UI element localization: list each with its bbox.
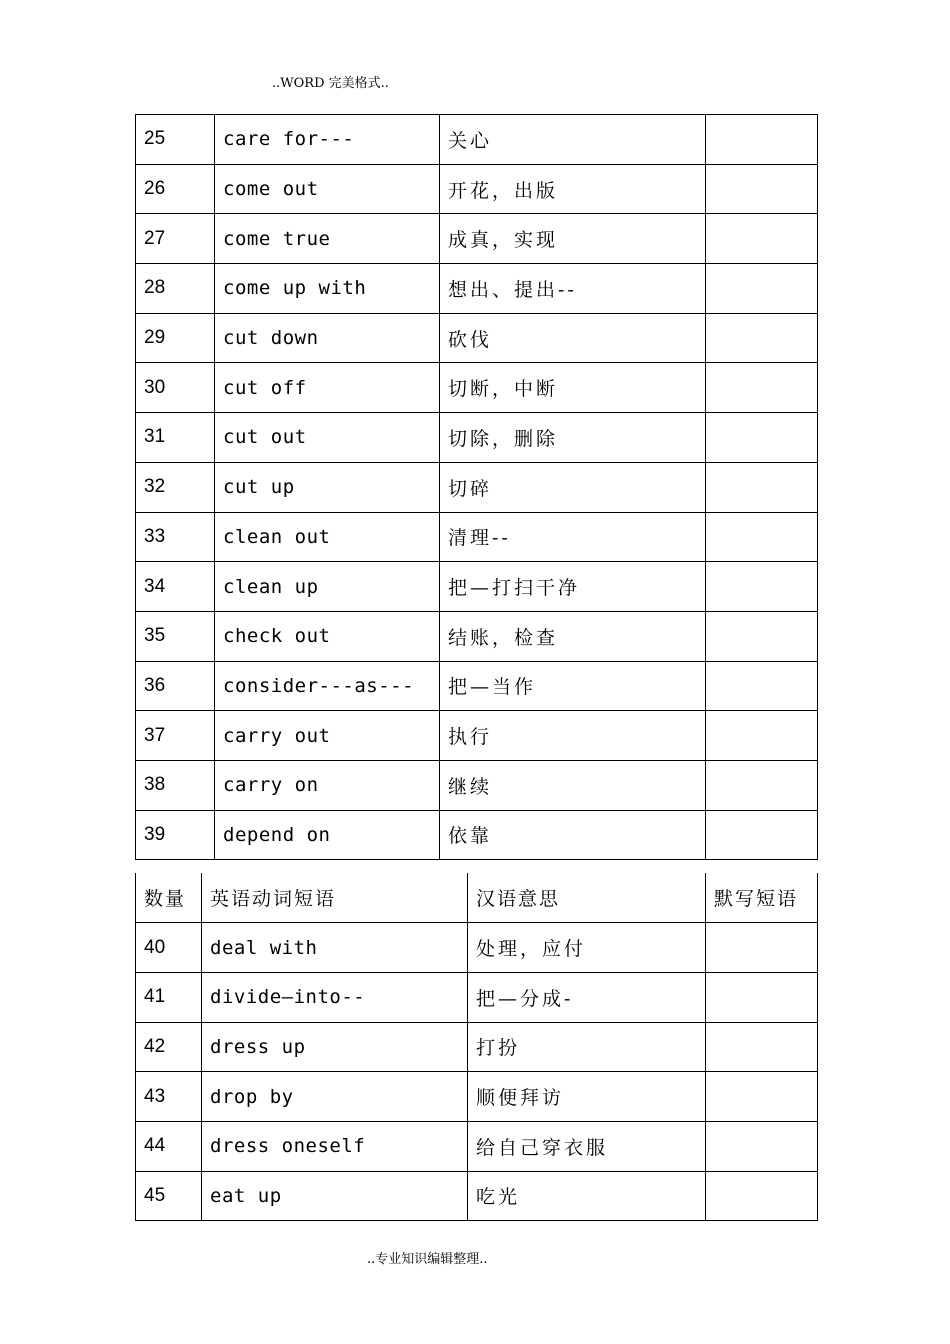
dictation-cell [706,760,818,810]
row-number: 30 [136,363,215,413]
dictation-cell [706,1121,818,1171]
chinese-meaning: 切除，删除 [440,413,706,463]
column-header-dictation: 默写短语 [706,873,818,923]
english-phrase: deal with [202,923,468,973]
phrase-table-top [135,114,818,860]
english-phrase: come out [215,164,440,214]
chinese-meaning: 继续 [440,760,706,810]
dictation-cell [706,264,818,314]
row-number: 28 [136,264,215,314]
table-row [136,214,818,264]
row-number: 38 [136,760,215,810]
english-phrase: depend on [215,810,440,860]
chinese-meaning: 把—当作 [440,661,706,711]
row-number: 31 [136,413,215,463]
table-row [136,972,818,1022]
dictation-cell [706,115,818,165]
table-row [136,462,818,512]
chinese-meaning: 开花，出版 [440,164,706,214]
english-phrase: clean up [215,562,440,612]
dictation-cell [706,413,818,463]
dictation-cell [706,611,818,661]
row-number: 33 [136,512,215,562]
table-row [136,1121,818,1171]
table-row [136,363,818,413]
dictation-cell [706,562,818,612]
english-phrase: drop by [202,1072,468,1122]
english-phrase: come up with [215,264,440,314]
table-row [136,711,818,761]
row-number: 26 [136,164,215,214]
table-row [136,115,818,165]
chinese-meaning: 吃光 [468,1171,706,1221]
table-row [136,313,818,363]
row-number: 41 [136,972,202,1022]
english-phrase: consider---as--- [215,661,440,711]
row-number: 29 [136,313,215,363]
phrase-table-bottom [135,873,818,1221]
table-row [136,923,818,973]
chinese-meaning: 处理，应付 [468,923,706,973]
dictation-cell [706,313,818,363]
english-phrase: clean out [215,512,440,562]
row-number: 37 [136,711,215,761]
dictation-cell [706,1171,818,1221]
english-phrase: divide—into-- [202,972,468,1022]
row-number: 25 [136,115,215,165]
dictation-cell [706,164,818,214]
chinese-meaning: 把—分成- [468,972,706,1022]
row-number: 34 [136,562,215,612]
row-number: 35 [136,611,215,661]
chinese-meaning: 打扮 [468,1022,706,1072]
row-number: 32 [136,462,215,512]
row-number: 27 [136,214,215,264]
table-row [136,810,818,860]
row-number: 42 [136,1022,202,1072]
table-row [136,1072,818,1122]
english-phrase: carry out [215,711,440,761]
row-number: 44 [136,1121,202,1171]
chinese-meaning: 结账，检查 [440,611,706,661]
chinese-meaning: 依靠 [440,810,706,860]
table-row [136,1022,818,1072]
dictation-cell [706,1072,818,1122]
table-row [136,164,818,214]
chinese-meaning: 给自己穿衣服 [468,1121,706,1171]
chinese-meaning: 想出、提出-- [440,264,706,314]
dictation-cell [706,923,818,973]
chinese-meaning: 执行 [440,711,706,761]
english-phrase: dress oneself [202,1121,468,1171]
english-phrase: check out [215,611,440,661]
row-number: 43 [136,1072,202,1122]
table-row [136,264,818,314]
table-row [136,661,818,711]
chinese-meaning: 砍伐 [440,313,706,363]
english-phrase: carry on [215,760,440,810]
table-row [136,760,818,810]
english-phrase: cut down [215,313,440,363]
chinese-meaning: 切碎 [440,462,706,512]
english-phrase: dress up [202,1022,468,1072]
english-phrase: cut off [215,363,440,413]
column-header-phrase: 英语动词短语 [202,873,468,923]
table-row [136,1171,818,1221]
dictation-cell [706,462,818,512]
english-phrase: eat up [202,1171,468,1221]
english-phrase: come true [215,214,440,264]
page-footer: ..专业知识编辑整理.. [367,1252,488,1267]
english-phrase: cut out [215,413,440,463]
table-row [136,611,818,661]
dictation-cell [706,1022,818,1072]
dictation-cell [706,661,818,711]
page-header: ..WORD 完美格式.. [272,76,389,91]
chinese-meaning: 切断，中断 [440,363,706,413]
row-number: 40 [136,923,202,973]
row-number: 36 [136,661,215,711]
table-row [136,512,818,562]
english-phrase: cut up [215,462,440,512]
dictation-cell [706,711,818,761]
english-phrase: care for--- [215,115,440,165]
chinese-meaning: 关心 [440,115,706,165]
row-number: 39 [136,810,215,860]
dictation-cell [706,363,818,413]
chinese-meaning: 把—打扫干净 [440,562,706,612]
column-header-meaning: 汉语意思 [468,873,706,923]
table-header-row [136,873,818,923]
table-row [136,413,818,463]
chinese-meaning: 成真，实现 [440,214,706,264]
dictation-cell [706,512,818,562]
row-number: 45 [136,1171,202,1221]
dictation-cell [706,810,818,860]
table-row [136,562,818,612]
column-header-num: 数量 [136,873,202,923]
dictation-cell [706,972,818,1022]
chinese-meaning: 清理-- [440,512,706,562]
dictation-cell [706,214,818,264]
chinese-meaning: 顺便拜访 [468,1072,706,1122]
